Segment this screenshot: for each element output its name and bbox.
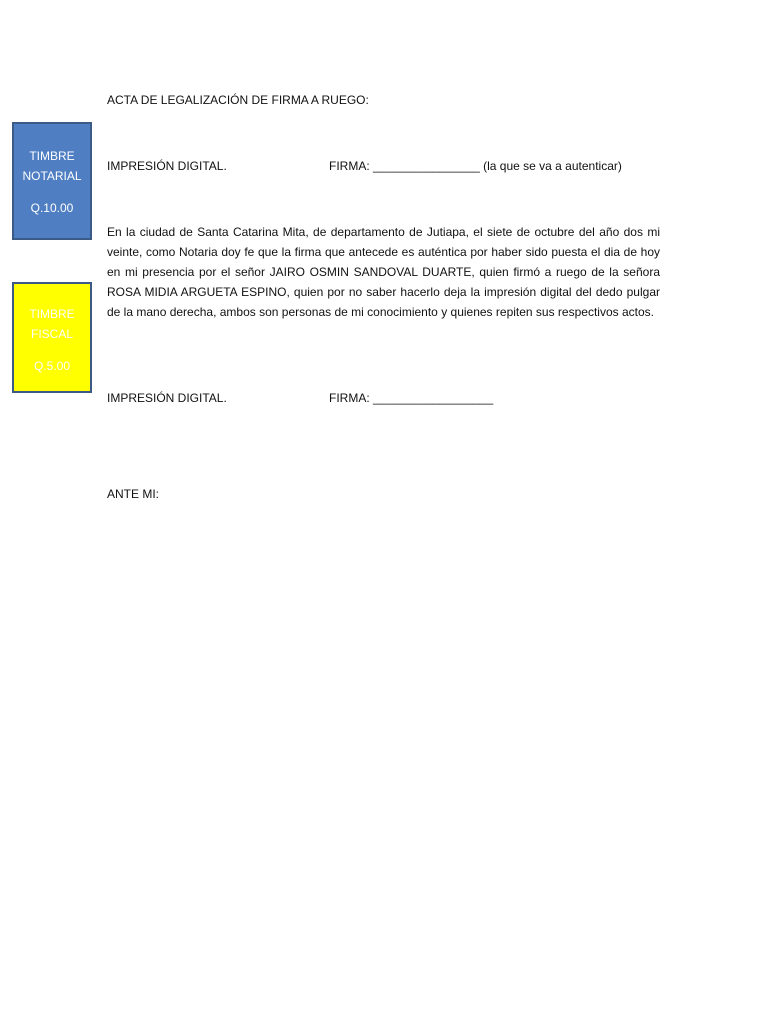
timbre-fiscal-line1: TIMBRE	[29, 307, 75, 321]
document-title: ACTA DE LEGALIZACIÓN DE FIRMA A RUEGO:	[107, 93, 369, 107]
timbre-notarial-line2: NOTARIAL	[22, 169, 82, 183]
timbre-fiscal-stamp	[12, 282, 92, 393]
firma-line: FIRMA: ________________ (la que se va a autenticar)	[329, 159, 622, 173]
impresion-digital-label: IMPRESIÓN DIGITAL.	[107, 391, 227, 405]
timbre-notarial-line1: TIMBRE	[29, 149, 75, 163]
impresion-digital-label: IMPRESIÓN DIGITAL.	[107, 159, 227, 173]
timbre-notarial-amount: Q.10.00	[30, 201, 74, 215]
ante-mi-label: ANTE MI:	[107, 487, 160, 501]
timbre-fiscal-amount: Q.5.00	[33, 359, 71, 373]
firma-line: FIRMA: __________________	[329, 391, 494, 405]
timbre-notarial-stamp	[12, 122, 92, 240]
legalization-body-text: En la ciudad de Santa Catarina Mita, de departamento de Jutiapa, el siete de octubre del año dos mi veinte, como Notaria doy fe que la firma que antecede es auténtica por haber sido puesta el dia de hoy en mi presencia por el señor JAIRO OSMIN SANDOVAL DUARTE, quien firmó a ruego de la señora ROSA MIDIA ARGUETA ESPINO, quien por no saber hacerlo deja la impresión digital del dedo pulgar de la mano derecha, ambos son personas de mi conocimiento y quienes repiten sus respectivos actos.	[107, 225, 660, 319]
timbre-fiscal-line2: FISCAL	[30, 327, 73, 341]
